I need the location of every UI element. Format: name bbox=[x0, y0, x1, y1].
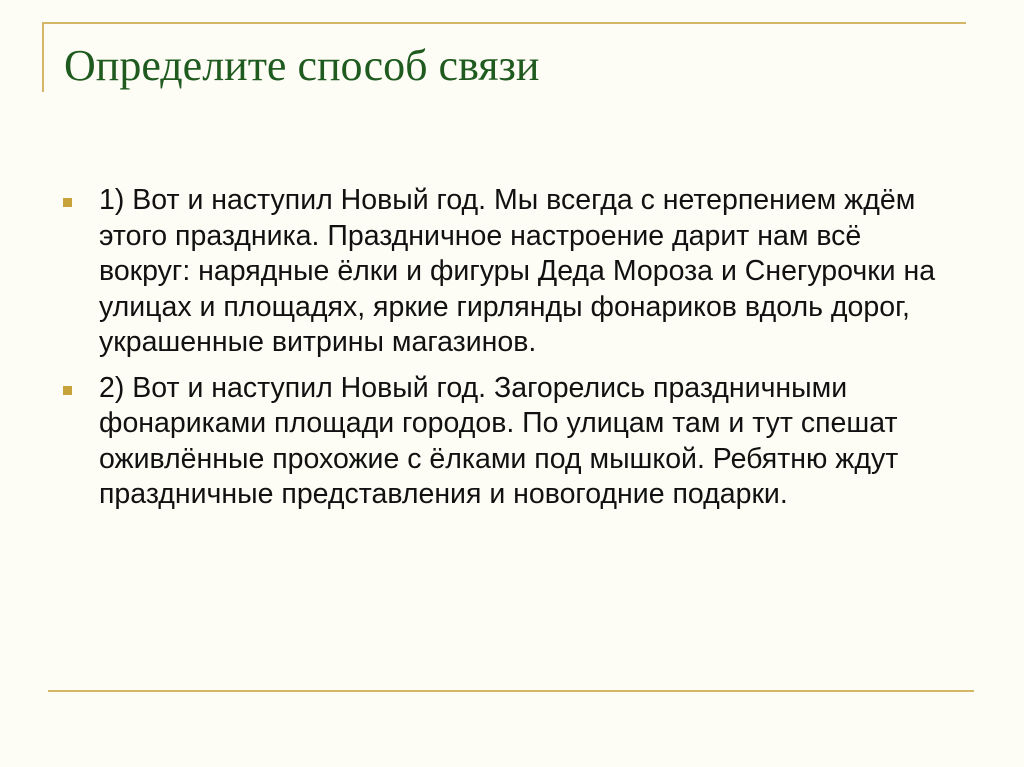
list-item bbox=[58, 183, 948, 361]
left-divider bbox=[42, 22, 44, 92]
square-bullet-icon bbox=[63, 198, 72, 207]
bottom-divider bbox=[48, 690, 974, 692]
top-divider bbox=[42, 22, 966, 24]
list-item-text: 2) Вот и наступил Новый год. Загорелись праздничными фонариками площади городов. По улицам там и тут спешат оживлённые прохожие с ёлками под мышкой. Ребятню ждут праздничные представления и новогодние подарки. bbox=[99, 371, 899, 510]
bullet-list bbox=[58, 183, 948, 523]
list-item bbox=[58, 371, 948, 513]
slide-title: Определите способ связи bbox=[64, 41, 540, 90]
square-bullet-icon bbox=[63, 386, 72, 395]
list-item-text: 1) Вот и наступил Новый год. Мы всегда с нетерпением ждём этого праздника. Праздничное настроение дарит нам всё вокруг: нарядные ёлки и фигуры Деда Мороза и Снегурочки на улицах и площадях, яркие гирлянды фонариков вдоль дорог, украшенные витрины магазинов. bbox=[99, 184, 936, 358]
